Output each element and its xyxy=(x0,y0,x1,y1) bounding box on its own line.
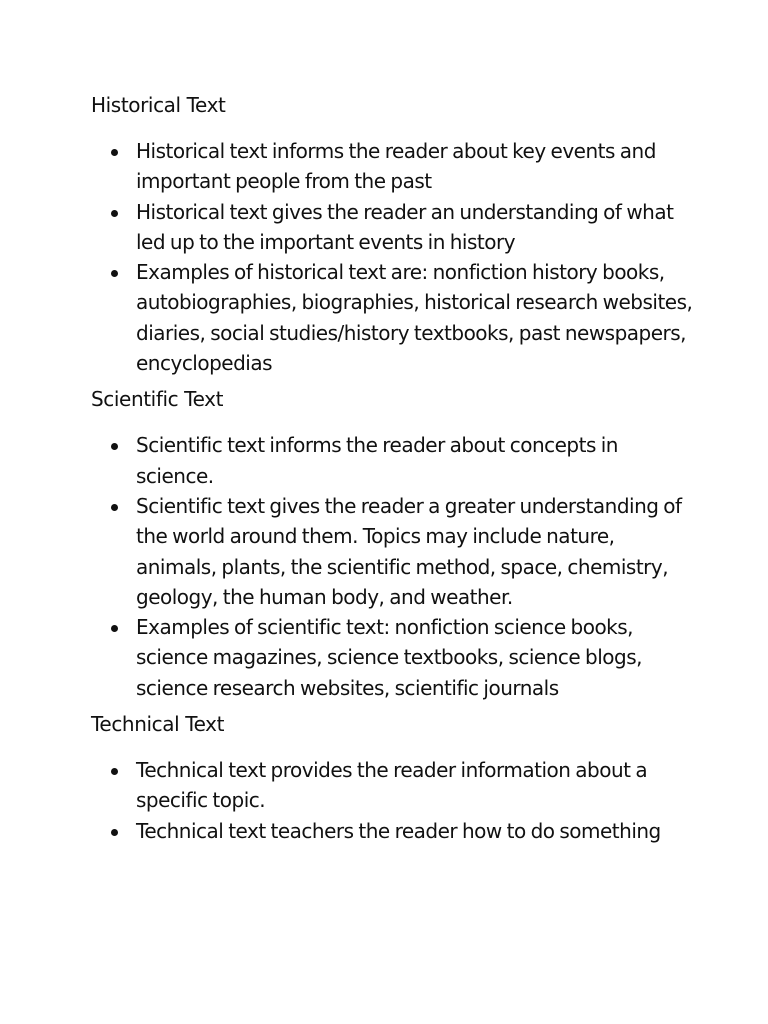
list-item xyxy=(91,612,698,703)
list-item xyxy=(91,755,698,816)
bullet-dot-icon xyxy=(111,768,118,775)
list-item-text: Examples of scientific text: nonfiction science books, science magazines, science textbooks, science blogs, science research websites, scientific journals xyxy=(136,615,643,700)
bullet-dot-icon xyxy=(111,625,118,632)
list-item xyxy=(91,257,698,378)
bullet-list xyxy=(91,136,698,378)
list-item-text: Scientific text informs the reader about concepts in science. xyxy=(136,433,618,488)
list-item-text: Technical text provides the reader information about a specific topic. xyxy=(136,758,648,813)
section-technical-text xyxy=(91,709,698,846)
bullet-list xyxy=(91,755,698,846)
bullet-dot-icon xyxy=(111,829,118,836)
list-item xyxy=(91,491,698,612)
section-heading: Historical Text xyxy=(91,93,226,117)
list-item-text: Technical text teachers the reader how to do something xyxy=(136,818,661,843)
section-scientific-text xyxy=(91,384,698,703)
list-item-text: Historical text informs the reader about key events and important people from the past xyxy=(136,139,656,194)
section-heading: Scientific Text xyxy=(91,387,224,412)
bullet-list xyxy=(91,430,698,703)
bullet-dot-icon xyxy=(111,210,118,217)
list-item xyxy=(91,197,698,258)
bullet-dot-icon xyxy=(111,149,118,156)
list-item xyxy=(91,136,698,197)
bullet-dot-icon xyxy=(111,443,118,450)
list-item-text: Historical text gives the reader an understanding of what led up to the important events in history xyxy=(136,199,674,254)
bullet-dot-icon xyxy=(111,504,118,511)
section-heading: Technical Text xyxy=(91,712,225,737)
list-item xyxy=(91,816,698,846)
section-historical-text xyxy=(91,90,698,378)
list-item xyxy=(91,430,698,491)
list-item-text: Examples of historical text are: nonfiction history books, autobiographies, biographies, historical research websites, diaries, social studies/history textbooks, past newspapers, encyclopedias xyxy=(136,260,693,376)
list-item-text: Scientific text gives the reader a greater understanding of the world around them. Topics may include nature, animals, plants, the scientific method, space, chemistry, geology, the human body, and weather. xyxy=(136,493,682,609)
bullet-dot-icon xyxy=(111,270,118,277)
